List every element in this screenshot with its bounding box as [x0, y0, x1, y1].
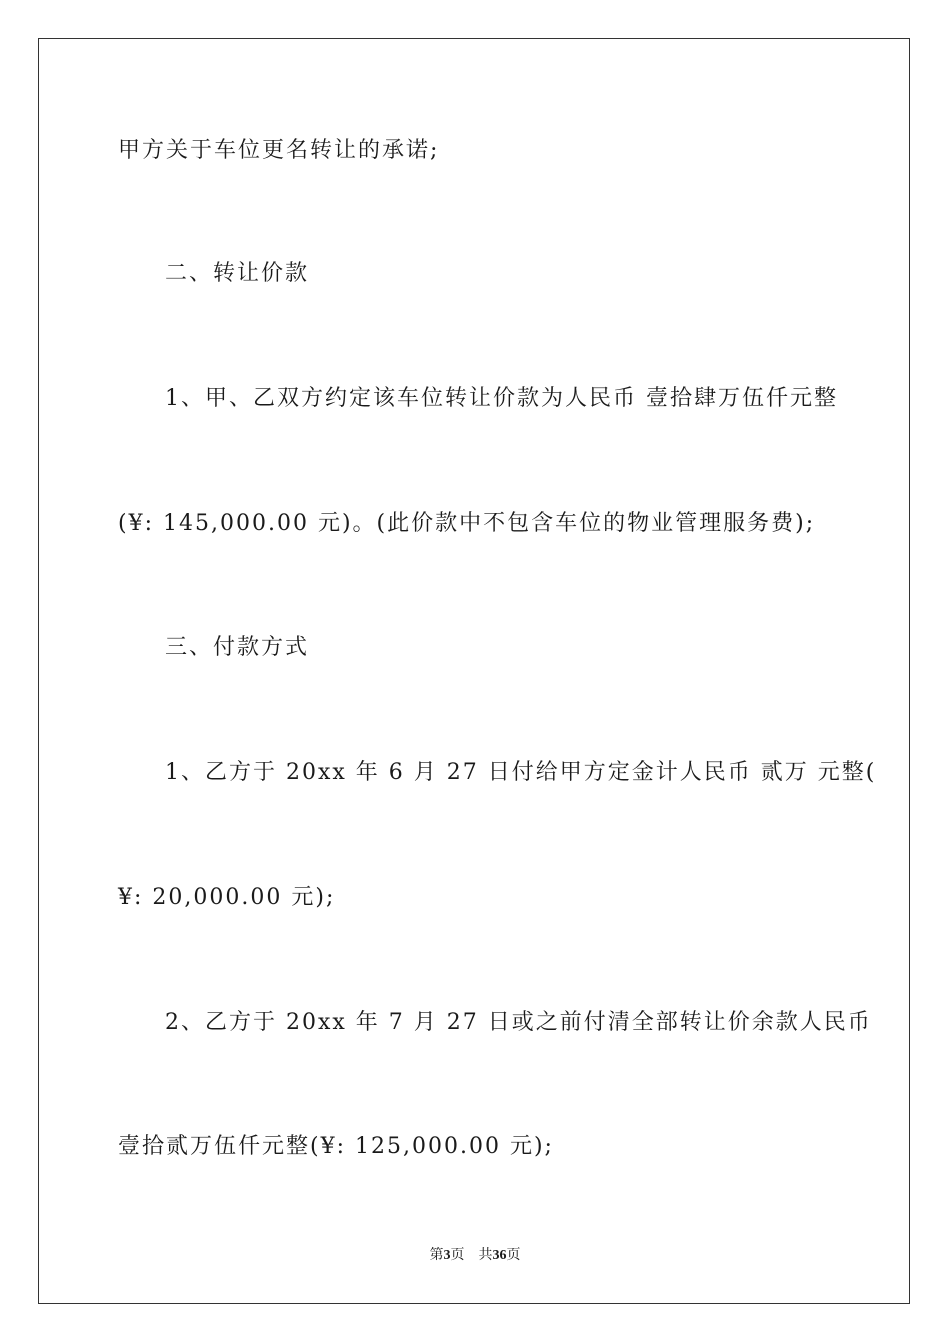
paragraph-commitment: 甲方关于车位更名转让的承诺;: [118, 138, 440, 163]
heading-transfer-price: 二、转让价款: [165, 261, 310, 286]
page-border: [38, 38, 910, 1304]
paragraph-price-1-cont: (¥: 145,000.00 元)。(此价款中不包含车位的物业管理服务费);: [118, 511, 816, 536]
footer-page-suffix: 页: [450, 1248, 465, 1263]
footer-page-number: 3: [443, 1248, 451, 1263]
paragraph-payment-1-cont: ¥: 20,000.00 元);: [118, 885, 336, 910]
footer-total-suffix: 页: [506, 1248, 521, 1263]
footer-total-prefix: 共: [478, 1248, 493, 1263]
paragraph-payment-2-cont: 壹拾贰万伍仟元整(¥: 125,000.00 元);: [118, 1134, 554, 1159]
footer-page-prefix: 第: [429, 1248, 444, 1263]
paragraph-payment-1: 1、乙方于 20xx 年 6 月 27 日付给甲方定金计人民币 贰万 元整(: [165, 760, 877, 785]
page-footer: [0, 1246, 950, 1266]
paragraph-price-1: 1、甲、乙双方约定该车位转让价款为人民币 壹拾肆万伍仟元整: [165, 386, 838, 411]
heading-payment-method: 三、付款方式: [165, 635, 310, 660]
footer-total-pages: 36: [492, 1248, 507, 1263]
paragraph-payment-2: 2、乙方于 20xx 年 7 月 27 日或之前付清全部转让价余款人民币: [165, 1010, 872, 1035]
